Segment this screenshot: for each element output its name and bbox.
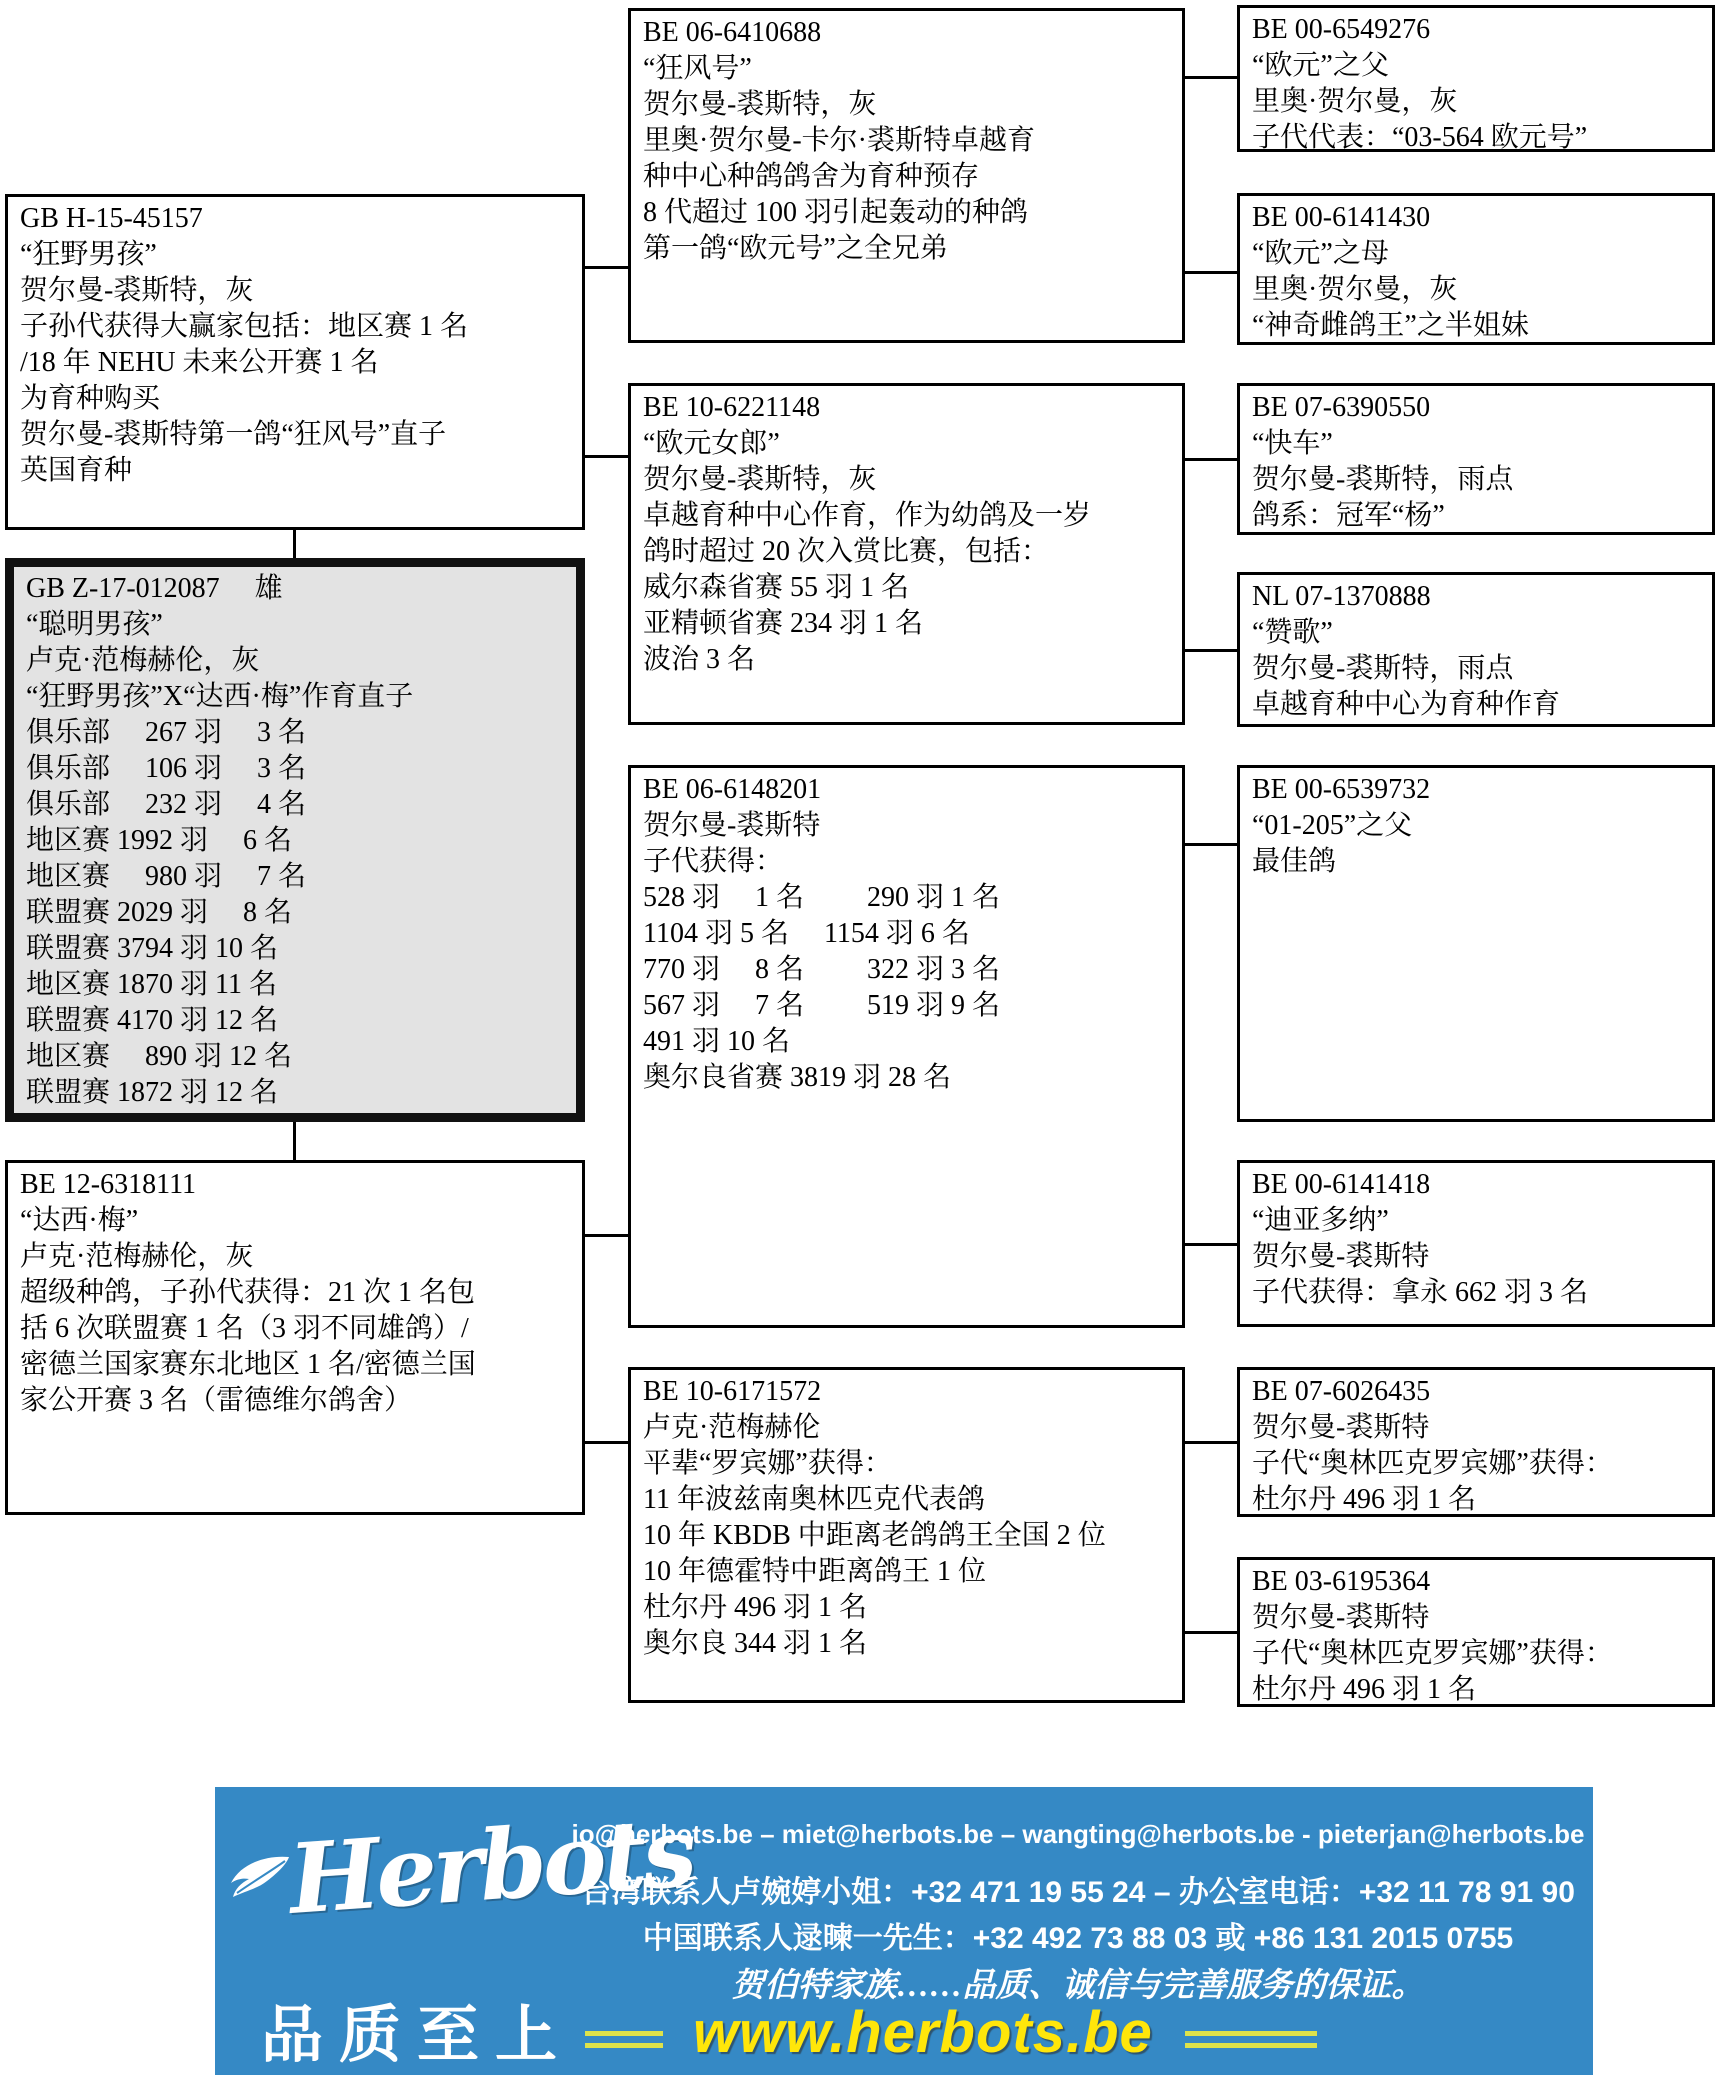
text-line: BE 07-6390550 — [1252, 392, 1431, 423]
text-line: NL 07-1370888 — [1252, 581, 1431, 612]
text-line: “欧元”之母 — [1252, 238, 1389, 269]
text-line: 10 年德霍特中距离鸽王 1 位 — [643, 1556, 987, 1587]
text-line: 波治 3 名 — [643, 644, 756, 675]
connector-line — [1185, 271, 1237, 274]
text-line: “狂野男孩” — [20, 239, 157, 270]
text-line: BE 12-6318111 — [20, 1169, 197, 1200]
box-sire-dam — [628, 383, 1185, 725]
text-line: BE 00-6549276 — [1252, 14, 1431, 45]
text-line: 贺尔曼-裘斯特，灰 — [643, 89, 877, 120]
text-line: 奥尔良省赛 3819 羽 28 名 — [643, 1062, 952, 1093]
text-line: 子代代表：“03-564 欧元号” — [1252, 122, 1588, 153]
box-dam-sire — [628, 765, 1185, 1328]
connector-line — [1185, 1243, 1237, 1246]
box-dam — [5, 1160, 585, 1515]
box-sire-dam-dam — [1237, 572, 1715, 727]
text-line: 地区赛 1870 羽 11 名 — [26, 969, 277, 1000]
text-line: “神奇雌鸽王”之半姐妹 — [1252, 310, 1529, 341]
text-line: 联盟赛 1872 羽 12 名 — [26, 1077, 279, 1108]
text-line: 528 羽 1 名 290 羽 1 名 — [643, 882, 1001, 913]
website-url: www.herbots.be — [693, 2000, 1153, 2065]
text-line: 联盟赛 2029 羽 8 名 — [26, 897, 293, 928]
text-line: 俱乐部 267 羽 3 名 — [26, 717, 307, 748]
connector-line — [1185, 649, 1237, 652]
text-line: 贺尔曼-裘斯特 — [1252, 1602, 1430, 1633]
text-line: 超级种鸽，子孙代获得：21 次 1 名包 — [20, 1277, 476, 1308]
text-line: “快车” — [1252, 428, 1333, 459]
text-line: 亚精顿省赛 234 羽 1 名 — [643, 608, 924, 639]
text-line: GB Z-17-012087 雄 — [26, 573, 283, 604]
text-line: 种中心种鸽鸽舍为育种预存 — [643, 161, 980, 192]
box-sire-sire — [628, 8, 1185, 343]
text-line: 里奥·贺尔曼-卡尔·裘斯特卓越育 — [643, 125, 1035, 156]
text-line: 鸽时超过 20 次入赏比赛，包括： — [643, 536, 1050, 567]
text-line: 卢克·范梅赫伦 — [643, 1412, 821, 1443]
text-line: 家公开赛 3 名（雷德维尔鸽舍） — [20, 1385, 413, 1416]
text-line: “聪明男孩” — [26, 609, 163, 640]
box-dam-dam-sire — [1237, 1367, 1715, 1517]
text-line: 8 代超过 100 羽引起轰动的种鸽 — [643, 197, 1029, 228]
box-dam-dam-dam — [1237, 1557, 1715, 1707]
connector-line — [293, 1122, 296, 1160]
herbots-logo-text: Herbots — [285, 1795, 697, 1936]
text-line: 贺尔曼-裘斯特 — [1252, 1412, 1430, 1443]
text-line: “达西·梅” — [20, 1205, 139, 1236]
text-line: 卓越育种中心为育种作育 — [1252, 689, 1561, 720]
double-line-decoration — [1185, 2031, 1317, 2049]
connector-line — [1185, 1631, 1237, 1634]
box-dam-sire-dam — [1237, 1160, 1715, 1327]
text-line: “迪亚多纳” — [1252, 1205, 1389, 1236]
text-line: BE 10-6171572 — [643, 1376, 822, 1407]
connector-line — [585, 1441, 628, 1444]
text-line: “01-205”之父 — [1252, 810, 1413, 841]
text-line: 地区赛 980 羽 7 名 — [26, 861, 307, 892]
text-line: 卢克·范梅赫伦，灰 — [26, 645, 260, 676]
text-line: 贺尔曼-裘斯特 — [643, 810, 821, 841]
herbots-banner — [215, 1787, 1593, 2075]
box-dam-dam — [628, 1367, 1185, 1703]
text-line: 地区赛 1992 羽 6 名 — [26, 825, 293, 856]
double-line-decoration — [585, 2031, 663, 2049]
connector-line — [585, 1234, 628, 1237]
text-line: BE 10-6221148 — [643, 392, 821, 423]
text-line: 卢克·范梅赫伦，灰 — [20, 1241, 254, 1272]
connector-line — [1185, 76, 1237, 79]
text-line: 10 年 KBDB 中距离老鸽鸽王全国 2 位 — [643, 1520, 1106, 1551]
text-line: 为育种购买 — [20, 383, 161, 414]
text-line: “赞歌” — [1252, 617, 1333, 648]
text-line: “欧元”之父 — [1252, 50, 1389, 81]
text-line: 567 羽 7 名 519 羽 9 名 — [643, 990, 1001, 1021]
connector-line — [293, 530, 296, 558]
contact-china: 中国联系人逯暕一先生：+32 492 73 88 03 或 +86 131 2015 0755 — [642, 1922, 1514, 1955]
connector-line — [585, 266, 628, 269]
text-line: 贺尔曼-裘斯特，灰 — [643, 464, 877, 495]
text-line: 1104 羽 5 名 1154 羽 6 名 — [643, 918, 970, 949]
text-line: BE 03-6195364 — [1252, 1566, 1431, 1597]
text-line: “狂风号” — [643, 53, 752, 84]
text-line: BE 00-6539732 — [1252, 774, 1431, 805]
text-line: BE 06-6410688 — [643, 17, 822, 48]
text-line: 杜尔丹 496 羽 1 名 — [643, 1592, 868, 1623]
text-line: 491 羽 10 名 — [643, 1026, 791, 1057]
text-line: 卓越育种中心作育，作为幼鸽及一岁 — [643, 500, 1092, 531]
text-line: 鸽系：冠军“杨” — [1252, 500, 1445, 531]
text-line: 俱乐部 106 羽 3 名 — [26, 753, 307, 784]
connector-line — [585, 455, 628, 458]
text-line: BE 00-6141430 — [1252, 202, 1431, 233]
box-dam-sire-sire — [1237, 765, 1715, 1122]
text-line: 密德兰国家赛东北地区 1 名/密德兰国 — [20, 1349, 476, 1380]
family-slogan: 贺伯特家族……品质、诚信与完善服务的保证。 — [731, 1968, 1425, 2004]
contact-emails: jo@herbots.be – miet@herbots.be – wangting@herbots.be - pieterjan@herbots.be — [571, 1819, 1585, 1849]
text-line: 子代“奥林匹克罗宾娜”获得： — [1252, 1638, 1613, 1669]
text-line: 第一鸽“欧元号”之全兄弟 — [643, 233, 948, 264]
website-row — [575, 1999, 1585, 2069]
box-subject — [5, 558, 585, 1122]
text-line: 最佳鸽 — [1252, 846, 1337, 877]
text-line: 英国育种 — [20, 455, 133, 486]
text-line: 威尔森省赛 55 羽 1 名 — [643, 572, 910, 603]
connector-line — [1185, 843, 1237, 846]
text-line: 里奥·贺尔曼，灰 — [1252, 274, 1458, 305]
text-line: GB H-15-45157 — [20, 203, 203, 234]
text-line: 联盟赛 4170 羽 12 名 — [26, 1005, 279, 1036]
text-line: /18 年 NEHU 未来公开赛 1 名 — [20, 347, 379, 378]
text-line: BE 07-6026435 — [1252, 1376, 1431, 1407]
text-line: 奥尔良 344 羽 1 名 — [643, 1628, 868, 1659]
connector-line — [1185, 1441, 1237, 1444]
text-line: 括 6 次联盟赛 1 名（3 羽不同雄鸽）/ — [20, 1313, 469, 1344]
box-sire — [5, 194, 585, 530]
text-line: BE 06-6148201 — [643, 774, 822, 805]
text-line: 贺尔曼-裘斯特，雨点 — [1252, 653, 1514, 684]
text-line: 770 羽 8 名 322 羽 3 名 — [643, 954, 1001, 985]
text-line: 里奥·贺尔曼，灰 — [1252, 86, 1458, 117]
text-line: 子代获得：拿永 662 羽 3 名 — [1252, 1277, 1589, 1308]
text-line: 贺尔曼-裘斯特第一鸽“狂风号”直子 — [20, 419, 447, 450]
text-line: 贺尔曼-裘斯特，灰 — [20, 275, 254, 306]
box-sire-sire-sire — [1237, 5, 1715, 152]
contact-taiwan: 台湾联系人卢婉婷小姐：+32 471 19 55 24 – 办公室电话：+32 11 78 91 90 — [581, 1876, 1575, 1909]
text-line: 子孙代获得大赢家包括：地区赛 1 名 — [20, 311, 469, 342]
connector-line — [1185, 458, 1237, 461]
box-sire-dam-sire — [1237, 383, 1715, 535]
text-line: “狂野男孩”X“达西·梅”作育直子 — [26, 681, 414, 712]
text-line: 杜尔丹 496 羽 1 名 — [1252, 1484, 1477, 1515]
text-line: 子代“奥林匹克罗宾娜”获得： — [1252, 1448, 1613, 1479]
text-line: 贺尔曼-裘斯特 — [1252, 1241, 1430, 1272]
text-line: 11 年波兹南奥林匹克代表鸽 — [643, 1484, 985, 1515]
box-sire-sire-dam — [1237, 193, 1715, 345]
text-line: BE 00-6141418 — [1252, 1169, 1431, 1200]
text-line: 联盟赛 3794 羽 10 名 — [26, 933, 279, 964]
feather-icon — [227, 1853, 293, 1903]
text-line: 贺尔曼-裘斯特，雨点 — [1252, 464, 1514, 495]
text-line: 俱乐部 232 羽 4 名 — [26, 789, 307, 820]
text-line: 地区赛 890 羽 12 名 — [26, 1041, 293, 1072]
text-line: 平辈“罗宾娜”获得： — [643, 1448, 892, 1479]
text-line: “欧元女郎” — [643, 428, 780, 459]
text-line: 子代获得： — [643, 846, 784, 877]
text-line: 杜尔丹 496 羽 1 名 — [1252, 1674, 1477, 1705]
quality-first-text: 品质至上 — [261, 2002, 574, 2070]
